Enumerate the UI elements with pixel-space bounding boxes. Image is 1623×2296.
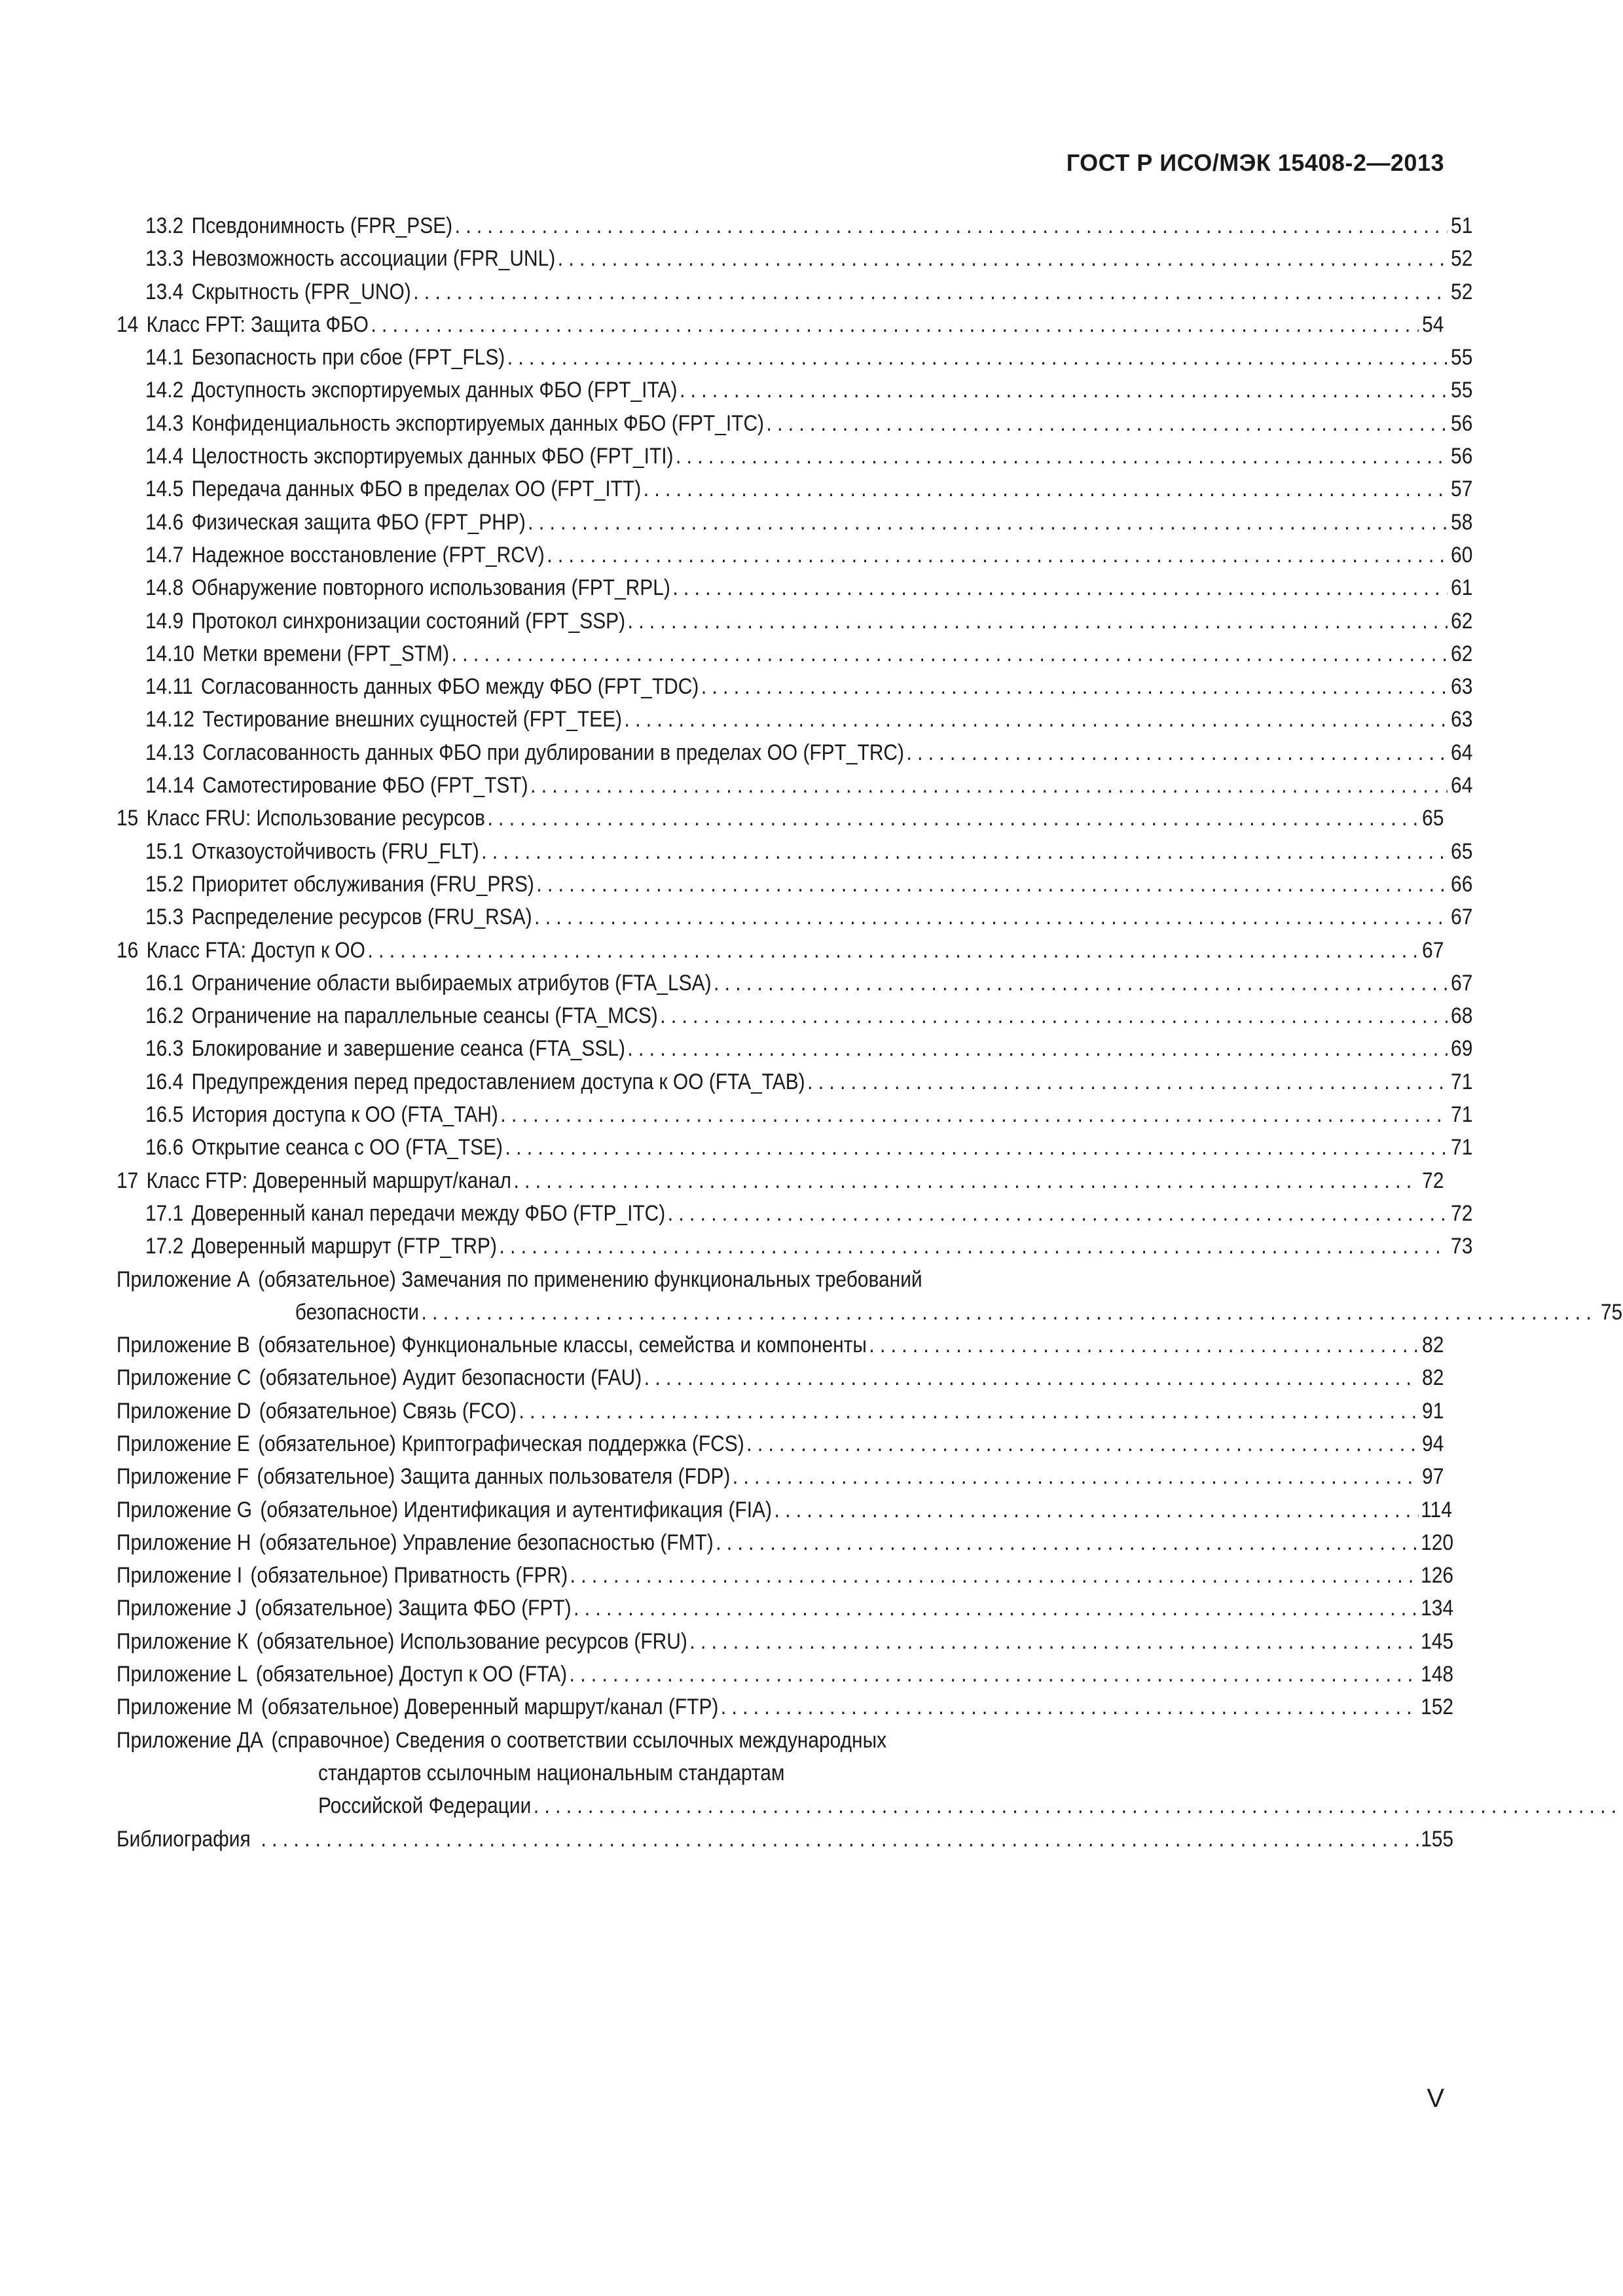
toc-leader-dots [570, 1662, 1419, 1687]
toc-entry-page: 64 [1451, 740, 1473, 765]
toc-entry [117, 1662, 1454, 1695]
toc-entry-title: Доверенный маршрут (FTP_TRP) [191, 1234, 497, 1259]
toc-entry-number: 13.4 [145, 279, 184, 304]
toc-leader-dots [507, 345, 1448, 370]
toc-entry-number: 14.13 [145, 740, 194, 765]
toc-entry [117, 1431, 1444, 1464]
document-header: ГОСТ Р ИСО/МЭК 15408-2—2013 [1066, 149, 1444, 176]
toc-entry [117, 1300, 1622, 1333]
toc-entry [117, 1333, 1444, 1365]
toc-entry [117, 312, 1444, 345]
toc-entry-page: 67 [1451, 970, 1473, 996]
toc-entry-page: 71 [1451, 1102, 1473, 1128]
toc-leader-dots [767, 411, 1448, 437]
toc-entry [117, 1695, 1454, 1727]
toc-entry [117, 1135, 1472, 1168]
toc-entry [117, 1069, 1472, 1102]
toc-leader-dots [534, 905, 1448, 930]
toc-entry-title: Целостность экспортируемых данных ФБО (FPT_ITI) [191, 444, 674, 469]
toc-leader-dots [807, 1069, 1447, 1095]
toc-entry-number: 14.2 [145, 378, 184, 403]
toc-entry-page: 64 [1451, 773, 1473, 798]
toc-entry-page: 54 [1422, 312, 1444, 337]
toc-leader-dots [774, 1498, 1418, 1523]
toc-entry-title: (обязательное) Связь (FCO) [259, 1398, 517, 1424]
toc-entry-number: 14.8 [145, 575, 184, 601]
toc-leader-dots [505, 1135, 1448, 1160]
toc-entry-page: 63 [1451, 674, 1473, 700]
toc-entry [117, 510, 1472, 543]
toc-leader-dots [869, 1333, 1418, 1358]
toc-leader-dots [701, 674, 1448, 700]
toc-entry-number: Приложение I [117, 1563, 243, 1588]
toc-entry-title: Ограничение области выбираемых атрибутов (FTA_LSA) [191, 970, 712, 996]
toc-entry [117, 1464, 1444, 1497]
toc-entry-page: 66 [1451, 871, 1473, 897]
toc-leader-dots [721, 1695, 1419, 1720]
toc-entry-title: (обязательное) Доступ к ОО (FTA) [255, 1662, 568, 1687]
toc-entry-title: (справочное) Сведения о соответствии ссылочных международных [271, 1727, 887, 1753]
toc-entry-number: 14.6 [145, 509, 184, 535]
toc-leader-dots [455, 213, 1448, 239]
toc-leader-dots [452, 641, 1448, 667]
toc-leader-dots [574, 1596, 1418, 1621]
toc-entry [117, 1793, 1623, 1826]
toc-entry-title: История доступа к ОО (FTA_TAH) [191, 1102, 498, 1128]
toc-leader-dots [676, 444, 1448, 469]
toc-entry-page: 71 [1451, 1069, 1473, 1094]
toc-entry-number: 15.1 [145, 838, 184, 864]
toc-entry [117, 1267, 1444, 1300]
toc-entry [117, 674, 1472, 707]
toc-entry-page: 56 [1451, 410, 1473, 436]
toc-entry-number: 13.3 [145, 246, 184, 272]
toc-entry-page: 61 [1451, 575, 1473, 601]
toc-entry-page: 145 [1421, 1628, 1454, 1654]
toc-entry-title: Согласованность данных ФБО при дублировании в пределах ОО (FPT_TRC) [202, 740, 905, 765]
toc-entry [117, 1036, 1472, 1069]
toc-entry [117, 938, 1444, 971]
toc-entry-page: 152 [1421, 1695, 1454, 1720]
toc-entry-page: 67 [1422, 937, 1444, 963]
toc-entry-number: 13.2 [145, 213, 184, 238]
toc-leader-dots [371, 312, 1418, 338]
toc-entry-title: стандартов ссылочным национальным стандартам [318, 1760, 785, 1785]
toc-entry-page: 82 [1422, 1333, 1444, 1358]
toc-entry-number: 14.12 [145, 707, 194, 732]
toc-entry-title: (обязательное) Использование ресурсов (FRU) [256, 1628, 687, 1654]
toc-leader-dots [628, 609, 1448, 634]
table-of-contents [117, 213, 1623, 1859]
toc-entry-number: Приложение F [117, 1464, 249, 1490]
toc-entry [117, 773, 1472, 806]
toc-leader-dots [261, 1827, 1419, 1852]
toc-entry-page: 56 [1451, 444, 1473, 469]
toc-entry-number: 17.1 [145, 1200, 184, 1226]
toc-entry-number: 15.3 [145, 905, 184, 930]
toc-entry-number: Приложение М [117, 1695, 253, 1720]
toc-entry [117, 279, 1472, 312]
toc-entry-page: 52 [1451, 246, 1473, 272]
toc-leader-dots [625, 707, 1448, 732]
toc-entry-title: (обязательное) Защита ФБО (FPT) [255, 1596, 572, 1621]
toc-leader-dots [680, 378, 1448, 403]
toc-leader-dots [733, 1464, 1419, 1490]
toc-entry-title: Физическая защита ФБО (FPT_PHP) [191, 509, 526, 535]
toc-entry-page: 62 [1451, 641, 1473, 666]
toc-entry-number: 14.11 [145, 674, 193, 700]
toc-leader-dots [668, 1201, 1448, 1227]
toc-leader-dots [570, 1563, 1419, 1588]
toc-entry [117, 543, 1472, 575]
toc-entry-number: 16.2 [145, 1003, 184, 1029]
toc-entry-number: 14.14 [145, 773, 194, 798]
toc-entry-page: 114 [1421, 1497, 1452, 1522]
toc-entry-title: Класс FRU: Использование ресурсов [146, 806, 485, 831]
toc-entry-page: 57 [1451, 476, 1473, 502]
toc-leader-dots [534, 1793, 1620, 1819]
toc-entry-number: Приложение ДА [117, 1727, 264, 1753]
toc-entry-page: 75 [1600, 1299, 1623, 1325]
toc-entry-page: 97 [1422, 1464, 1444, 1490]
toc-entry-page: 55 [1451, 378, 1473, 403]
toc-entry [117, 971, 1472, 1003]
toc-entry [117, 872, 1472, 905]
toc-entry [117, 476, 1472, 509]
toc-entry-title: Надежное восстановление (FPT_RCV) [191, 542, 545, 567]
toc-entry-title: (обязательное) Замечания по применению функциональных требований [258, 1266, 922, 1292]
toc-entry-title: Класс FPT: Защита ФБО [146, 312, 369, 337]
toc-leader-dots [367, 938, 1418, 963]
toc-entry-title: Протокол синхронизации состояний (FPT_SSP) [191, 608, 626, 634]
toc-entry [117, 839, 1472, 872]
toc-entry [117, 1826, 1454, 1859]
toc-entry-page: 126 [1421, 1563, 1454, 1588]
toc-leader-dots [421, 1300, 1597, 1325]
toc-entry [117, 246, 1472, 279]
toc-entry-page: 51 [1451, 213, 1473, 238]
toc-entry-page: 155 [1421, 1826, 1454, 1852]
toc-entry [117, 1761, 1623, 1793]
toc-entry-number: 14 [117, 312, 139, 337]
toc-entry-page: 65 [1451, 838, 1473, 864]
toc-leader-dots [530, 773, 1447, 798]
toc-entry-title: Отказоустойчивость (FRU_FLT) [191, 838, 479, 864]
toc-leader-dots [499, 1234, 1447, 1259]
toc-entry-page: 58 [1451, 509, 1473, 535]
toc-entry-number: 16.3 [145, 1036, 184, 1062]
toc-entry-page: 69 [1451, 1036, 1473, 1062]
toc-entry-title: Псевдонимность (FPR_PSE) [191, 213, 453, 238]
toc-entry-title: (обязательное) Криптографическая поддержка (FCS) [258, 1431, 744, 1456]
toc-leader-dots [689, 1629, 1418, 1655]
toc-leader-dots [907, 740, 1448, 766]
toc-entry-number: Приложение В [117, 1333, 250, 1358]
toc-entry-title: Распределение ресурсов (FRU_RSA) [191, 905, 532, 930]
toc-entry-number: Приложение К [117, 1628, 249, 1654]
toc-entry-number: 16.1 [145, 970, 184, 996]
toc-entry [117, 740, 1472, 773]
toc-entry-page: 72 [1451, 1200, 1473, 1226]
toc-entry-title: Ограничение на параллельные сеансы (FTA_MCS) [191, 1003, 658, 1029]
toc-entry-page: 94 [1422, 1431, 1444, 1456]
toc-entry-title: Обнаружение повторного использования (FPT_RPL) [191, 575, 670, 601]
toc-entry [117, 1201, 1472, 1234]
toc-entry-title: Предупреждения перед предоставлением доступа к ОО (FTA_TAB) [191, 1069, 805, 1094]
toc-leader-dots [500, 1102, 1447, 1128]
toc-entry [117, 1628, 1454, 1662]
toc-entry-number: Приложение Н [117, 1530, 251, 1555]
toc-leader-dots [536, 872, 1447, 897]
toc-entry-number: 14.7 [145, 542, 184, 567]
toc-entry [117, 1168, 1444, 1201]
toc-leader-dots [528, 510, 1447, 535]
toc-leader-dots [513, 1168, 1418, 1194]
toc-leader-dots [481, 839, 1447, 865]
toc-entry-page: 52 [1451, 279, 1473, 304]
toc-leader-dots [644, 476, 1448, 502]
toc-leader-dots [746, 1431, 1418, 1457]
toc-entry [117, 1102, 1472, 1135]
toc-entry [117, 609, 1472, 641]
toc-entry-title: Самотестирование ФБО (FPT_TST) [202, 773, 528, 798]
toc-entry [117, 1530, 1454, 1563]
toc-entry-page: 68 [1451, 1003, 1473, 1029]
toc-entry-number: 14.9 [145, 608, 184, 634]
toc-entry-number: 14.1 [145, 345, 184, 370]
toc-entry-title: Согласованность данных ФБО между ФБО (FPT_TDC) [200, 674, 699, 700]
toc-entry-title: Скрытность (FPR_UNO) [191, 279, 411, 304]
toc-entry-title: (обязательное) Аудит безопасности (FAU) [259, 1365, 642, 1391]
toc-entry [117, 1596, 1454, 1628]
toc-leader-dots [627, 1036, 1447, 1062]
toc-entry-page: 60 [1451, 542, 1473, 567]
toc-entry-number: Приложение G [117, 1497, 253, 1522]
toc-entry-title: Тестирование внешних сущностей (FPT_TEE) [202, 707, 623, 732]
toc-entry-number: 14.10 [145, 641, 194, 666]
toc-entry [117, 345, 1472, 378]
toc-entry-number: 17.2 [145, 1234, 184, 1259]
toc-entry [117, 707, 1472, 740]
toc-entry-number: Библиография [117, 1826, 251, 1852]
toc-entry-page: 55 [1451, 345, 1473, 370]
toc-entry-number: 14.3 [145, 410, 184, 436]
toc-entry-number: 15.2 [145, 871, 184, 897]
toc-entry-title: Класс FTP: Доверенный маршрут/канал [146, 1168, 511, 1193]
toc-entry-number: 16.4 [145, 1069, 184, 1094]
toc-entry-page: 72 [1422, 1168, 1444, 1193]
toc-entry-page: 120 [1421, 1530, 1454, 1555]
toc-entry-title: Открытие сеанса с ОО (FTA_TSE) [191, 1135, 503, 1160]
toc-leader-dots [660, 1003, 1447, 1029]
toc-entry-title: (обязательное) Управление безопасностью (FMT) [259, 1530, 714, 1555]
toc-leader-dots [644, 1365, 1419, 1391]
toc-entry-title: (обязательное) Приватность (FPR) [250, 1563, 568, 1588]
toc-entry-number: Приложение L [117, 1662, 248, 1687]
toc-entry-title: Конфиденциальность экспортируемых данных ФБО (FPT_ITC) [191, 410, 765, 436]
toc-entry-title: безопасности [295, 1299, 419, 1325]
toc-leader-dots [672, 575, 1447, 601]
toc-entry [117, 444, 1472, 476]
toc-leader-dots [547, 543, 1447, 568]
toc-entry-number: 16.5 [145, 1102, 184, 1128]
toc-entry [117, 641, 1472, 674]
toc-leader-dots [716, 1530, 1418, 1556]
toc-entry-number: Приложение Е [117, 1431, 250, 1456]
toc-entry [117, 1399, 1444, 1431]
toc-entry-title: Невозможность ассоциации (FPR_UNL) [191, 246, 556, 272]
toc-entry-title: (обязательное) Идентификация и аутентификация (FIA) [260, 1497, 772, 1522]
toc-entry-title: (обязательное) Функциональные классы, семейства и компоненты [258, 1333, 867, 1358]
toc-entry [117, 1003, 1472, 1036]
toc-entry [117, 411, 1472, 444]
toc-entry-number: 14.5 [145, 476, 184, 502]
toc-entry-page: 148 [1421, 1662, 1454, 1687]
toc-entry-title: Российской Федерации [318, 1793, 532, 1819]
toc-entry [117, 213, 1472, 246]
toc-entry-number: 16.6 [145, 1135, 184, 1160]
toc-entry [117, 1365, 1444, 1398]
toc-entry-title: Приоритет обслуживания (FRU_PRS) [191, 871, 534, 897]
toc-entry-page: 63 [1451, 707, 1473, 732]
toc-entry [117, 575, 1472, 608]
toc-entry-title: (обязательное) Доверенный маршрут/канал (FTP) [261, 1695, 719, 1720]
toc-entry-number: 16 [117, 937, 139, 963]
toc-entry-page: 65 [1422, 806, 1444, 831]
toc-entry-number: Приложение J [117, 1596, 247, 1621]
toc-entry-page: 73 [1451, 1234, 1473, 1259]
toc-entry-number: Приложение D [117, 1398, 251, 1424]
toc-entry [117, 1234, 1472, 1266]
toc-entry-page: 134 [1421, 1596, 1454, 1621]
toc-entry-title: Передача данных ФБО в пределах ОО (FPT_ITT) [191, 476, 642, 502]
toc-entry-title: Класс FTA: Доступ к ОО [146, 937, 365, 963]
toc-entry-page: 82 [1422, 1365, 1444, 1391]
toc-entry-title: Доверенный канал передачи между ФБО (FTP_ITC) [191, 1200, 666, 1226]
toc-entry-number: 15 [117, 806, 139, 831]
toc-entry-page: 91 [1422, 1398, 1444, 1424]
toc-entry [117, 378, 1472, 410]
toc-entry-number: Приложение А [117, 1266, 250, 1292]
toc-entry-title: Метки времени (FPT_STM) [202, 641, 450, 666]
toc-leader-dots [487, 806, 1418, 831]
toc-leader-dots [714, 971, 1448, 996]
toc-entry-page: 71 [1451, 1135, 1473, 1160]
toc-entry-page: 67 [1451, 905, 1473, 930]
toc-entry-title: Безопасность при сбое (FPT_FLS) [191, 345, 505, 370]
toc-entry-title: Блокирование и завершение сеанса (FTA_SSL) [191, 1036, 625, 1062]
toc-leader-dots [519, 1399, 1418, 1424]
toc-entry-title: (обязательное) Защита данных пользователя (FDP) [257, 1464, 731, 1490]
toc-entry-title: Доступность экспортируемых данных ФБО (FPT_ITA) [191, 378, 678, 403]
toc-entry-number: 17 [117, 1168, 139, 1193]
toc-entry [117, 1563, 1454, 1596]
toc-leader-dots [413, 279, 1447, 305]
toc-entry-number: Приложение С [117, 1365, 251, 1391]
page-number: V [1427, 2084, 1444, 2113]
toc-entry [117, 905, 1472, 937]
toc-leader-dots [558, 246, 1448, 272]
toc-entry-number: 14.4 [145, 444, 184, 469]
toc-entry [117, 1728, 1444, 1761]
toc-entry [117, 1497, 1452, 1530]
toc-entry-page: 62 [1451, 608, 1473, 634]
toc-entry [117, 806, 1444, 838]
